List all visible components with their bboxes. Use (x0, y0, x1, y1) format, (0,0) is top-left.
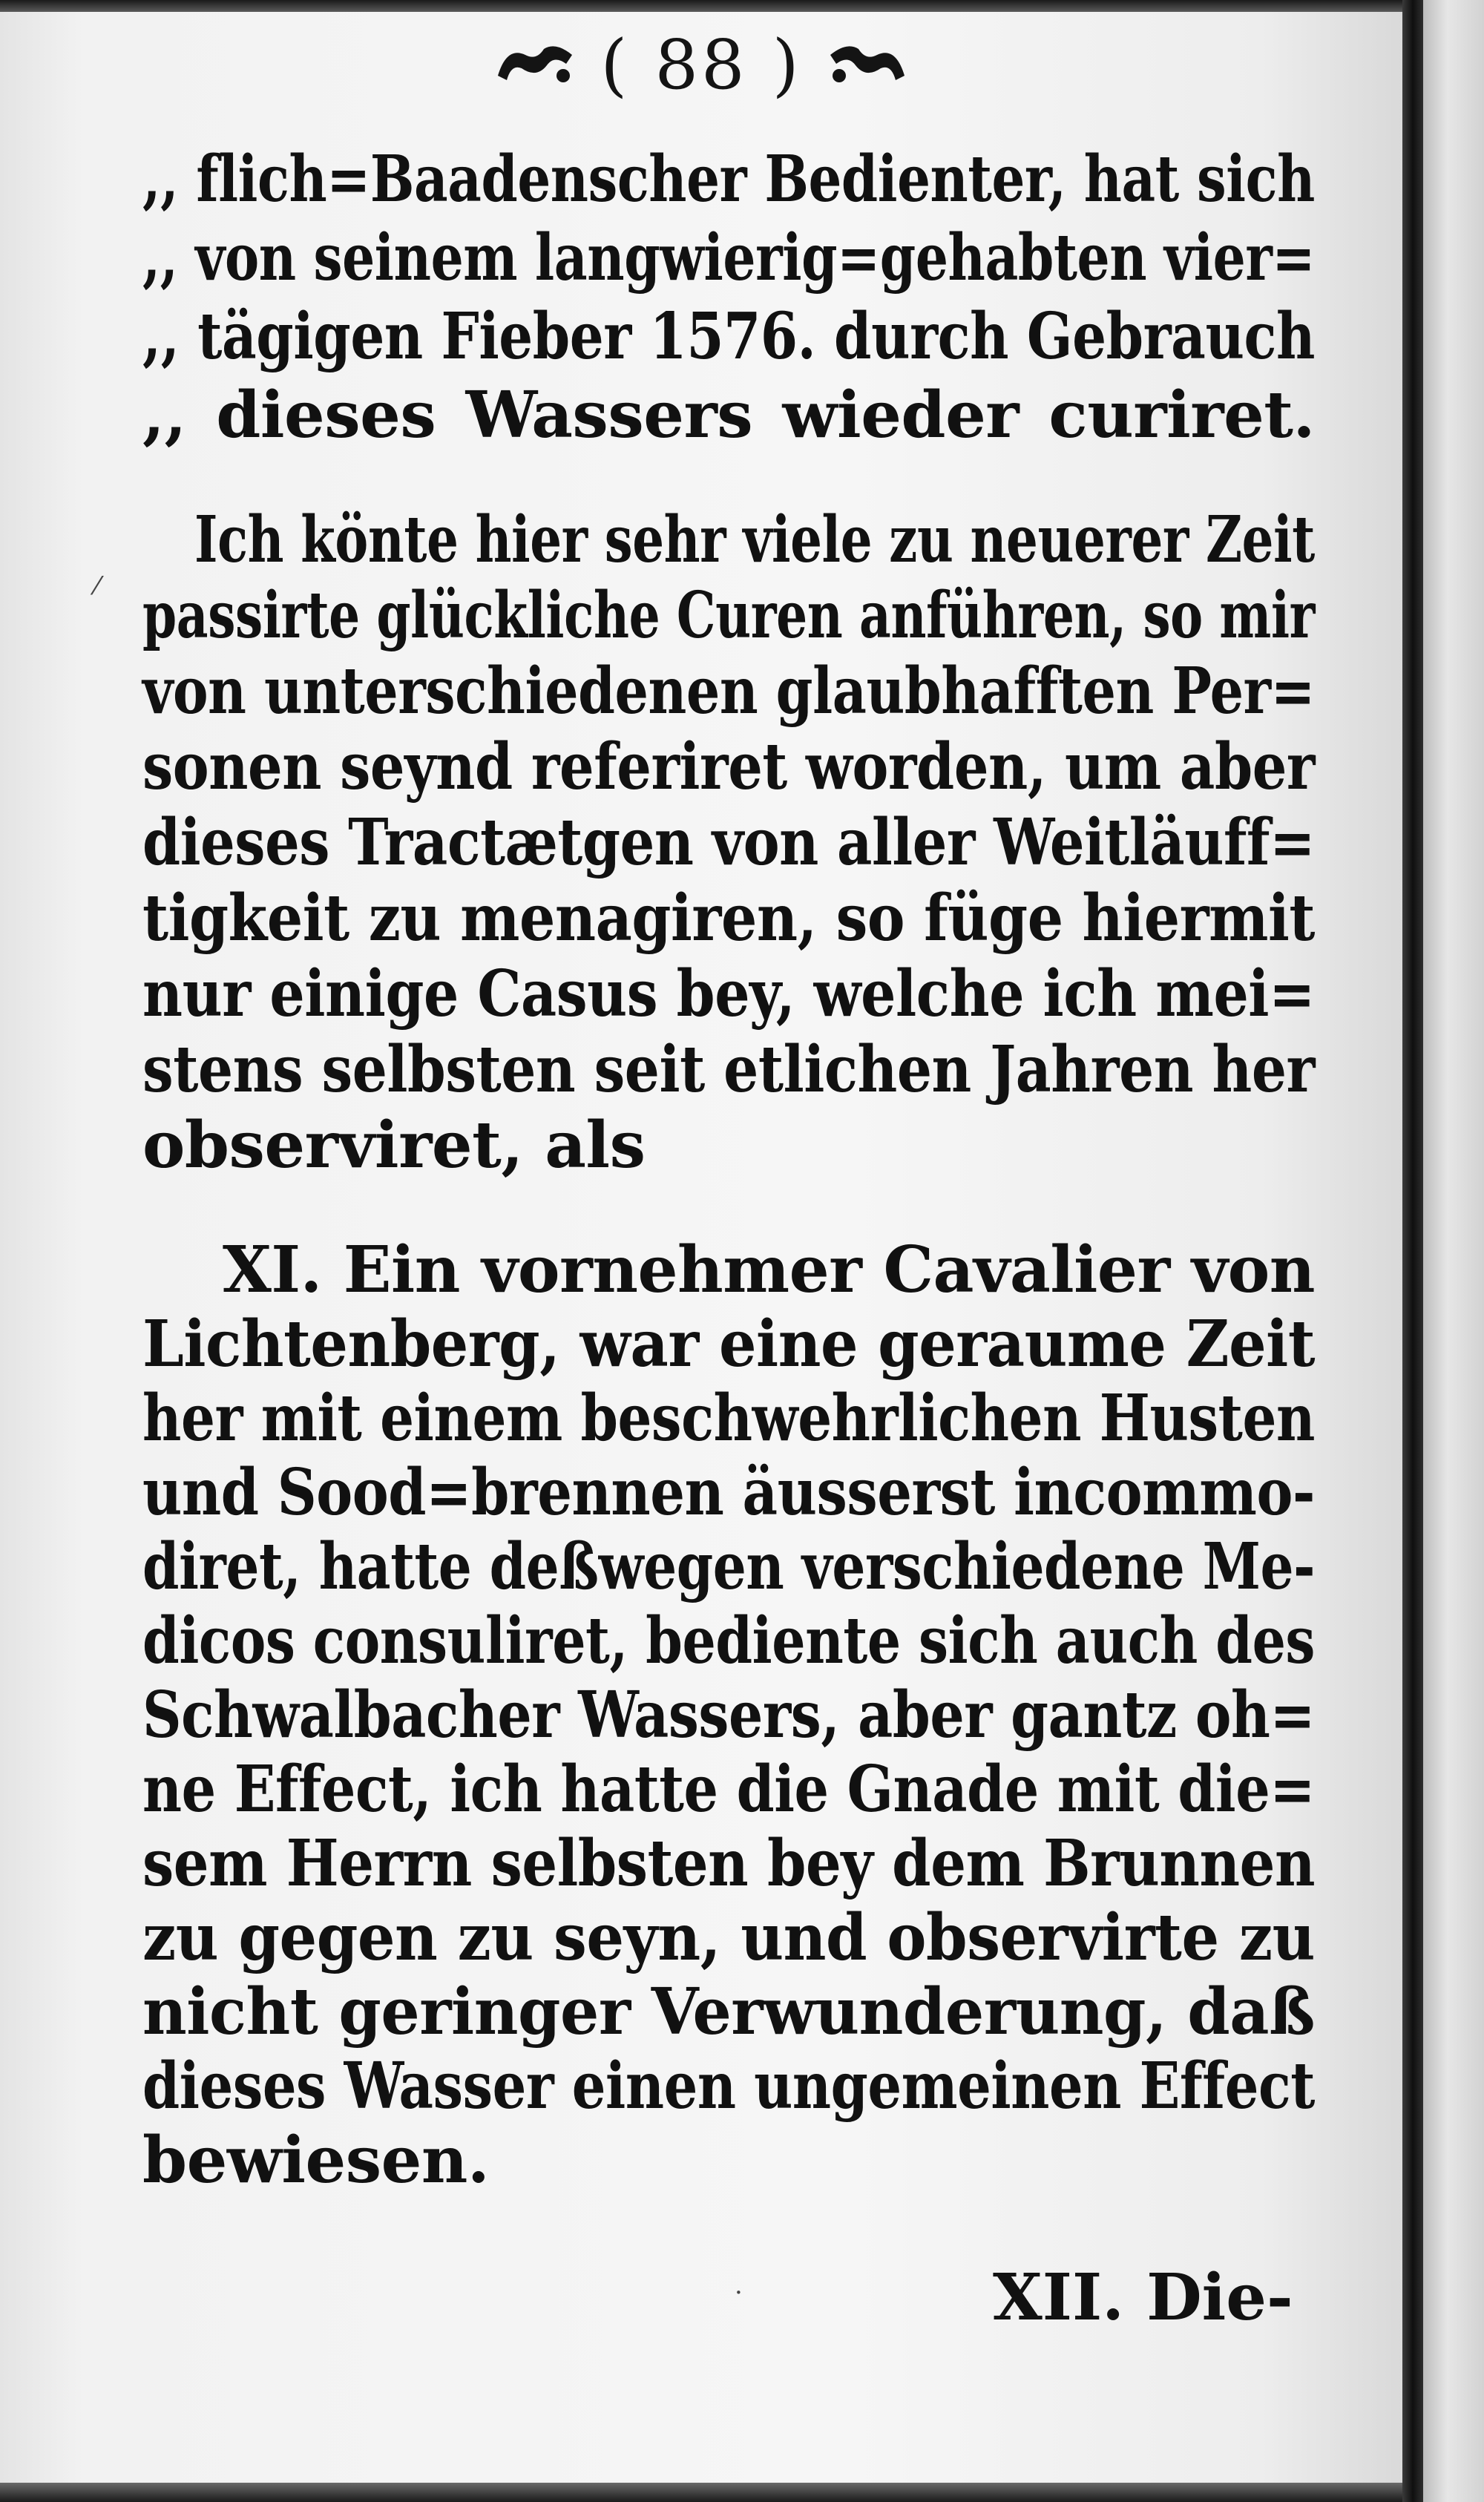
line-text: sonen seynd referiret worden, um aber (142, 729, 1316, 804)
text-line (0, 377, 1402, 454)
text-line (0, 1031, 1402, 1109)
book-gutter (1402, 0, 1423, 2502)
text-line (0, 1677, 1402, 1754)
line-text: Schwalbacher Wassers, aber gantz oh= (142, 1678, 1316, 1753)
text-line (0, 653, 1402, 730)
ornament-right-icon (821, 39, 910, 91)
line-text: zu gegen zu seyn, und observirte zu (142, 1900, 1315, 1975)
line-text: ,, von seinem langwierig=gehabten vier= (142, 220, 1316, 295)
line-text: ,, flich=Baadenscher Bedienter, hat sich (142, 142, 1315, 217)
text-line (0, 956, 1402, 1033)
text-line (0, 1306, 1402, 1383)
text-line (0, 141, 1402, 218)
text-line (0, 1107, 1402, 1184)
line-text: her mit einem beschwehrlichen Husten (142, 1381, 1315, 1456)
text-line (0, 502, 1402, 579)
running-head (0, 24, 1402, 105)
text-line (0, 1603, 1402, 1680)
text-line (0, 220, 1402, 297)
page-bottom-edge (0, 2483, 1402, 2502)
text-line (0, 1380, 1402, 1457)
text-line (0, 1751, 1402, 1828)
line-text: und Sood=brennen äusserst incommo- (142, 1455, 1315, 1530)
line-text: ,, dieses Wassers wieder curiret. (142, 378, 1315, 453)
text-line (0, 1232, 1402, 1309)
line-text: Lichtenberg, war eine geraume Zeit (142, 1307, 1316, 1382)
line-text: dieses Tractætgen von aller Weitläuff= (142, 805, 1316, 880)
line-text: Ich könte hier sehr viele zu neuerer Zeit (194, 502, 1315, 577)
line-text: nicht geringer Verwunderung, daß (142, 1974, 1315, 2049)
line-text: nur einige Casus bey, welche ich mei= (142, 956, 1315, 1031)
line-text: sem Herrn selbsten bey dem Brunnen (142, 1826, 1316, 1901)
line-text: ne Effect, ich hatte die Gnade mit die= (142, 1752, 1316, 1827)
text-line (0, 1825, 1402, 1902)
text-line (0, 804, 1402, 881)
line-text: stens selbsten seit etlichen Jahren her (142, 1032, 1316, 1107)
page-top-edge (0, 0, 1402, 12)
line-text: diret, hatte deßwegen verschiedene Me- (142, 1529, 1316, 1604)
text-line (0, 729, 1402, 806)
line-text: dicos consuliret, bediente sich auch des (142, 1603, 1316, 1678)
line-text: ,, tägigen Fieber 1576. durch Gebrauch (142, 299, 1316, 374)
print-speck-icon: · (735, 2278, 743, 2308)
text-line (0, 1454, 1402, 1531)
page-number: ( 88 ) (600, 24, 802, 105)
text-line (0, 1529, 1402, 1606)
line-text: XI. Ein vornehmer Cavalier von (223, 1232, 1316, 1307)
text-line (0, 2122, 1402, 2199)
margin-mark-icon: ⁄ (95, 571, 99, 601)
line-text: observiret, als (142, 1108, 646, 1183)
line-text: von unterschiedenen glaubhafften Per= (142, 654, 1315, 729)
line-text: dieses Wasser einen ungemeinen Effect (142, 2049, 1316, 2124)
text-line (0, 880, 1402, 957)
text-line (0, 1900, 1402, 1977)
line-text: passirte glückliche Curen anführen, so mir (142, 578, 1316, 653)
catchword: XII. Die- (993, 2260, 1293, 2335)
adjacent-page-edge (1423, 0, 1484, 2502)
text-line (0, 1974, 1402, 2051)
line-text: tigkeit zu menagiren, so füge hiermit (142, 881, 1316, 956)
ornament-left-icon (492, 39, 581, 91)
text-line (0, 2048, 1402, 2125)
line-text: bewiesen. (142, 2123, 490, 2198)
text-line (0, 298, 1402, 375)
text-line (0, 577, 1402, 654)
